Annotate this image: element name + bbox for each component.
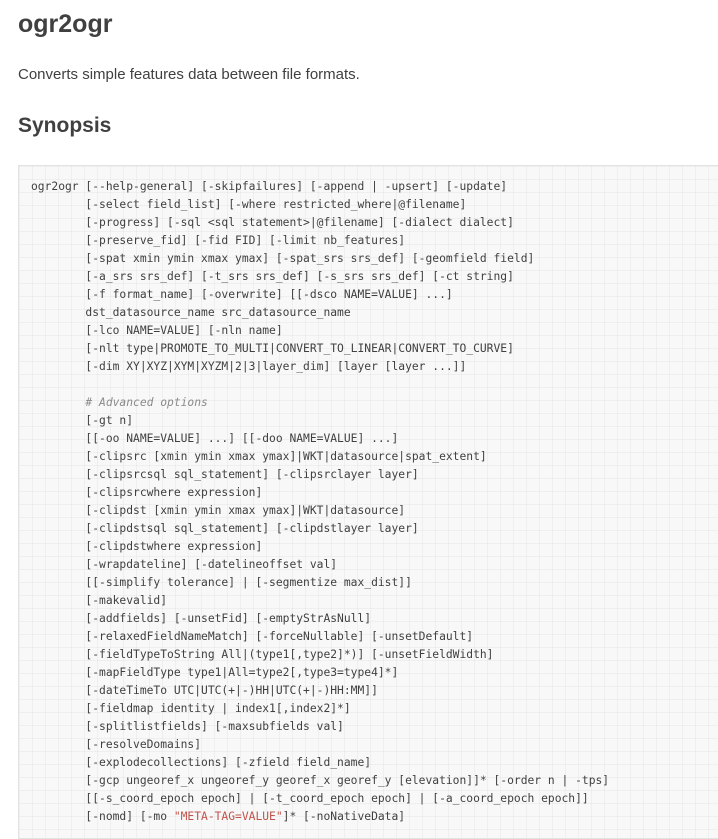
synopsis-line: [-relaxedFieldNameMatch] [-forceNullable] [-unsetDefault]	[31, 630, 474, 643]
synopsis-line: [-clipsrcsql sql_statement] [-clipsrclayer layer]	[31, 468, 419, 481]
synopsis-line: [-preserve_fid] [-fid FID] [-limit nb_features]	[31, 234, 406, 247]
synopsis-line: [-makevalid]	[31, 594, 168, 607]
synopsis-line: ogr2ogr [--help-general] [-skipfailures] [-append | -upsert] [-update]	[31, 180, 508, 193]
synopsis-code-block	[18, 165, 718, 839]
synopsis-line: [-clipdstwhere expression]	[31, 540, 263, 553]
synopsis-line: [-f format_name] [-overwrite] [[-dsco NAME=VALUE] ...]	[31, 288, 453, 301]
synopsis-line: [-gt n]	[31, 414, 134, 427]
synopsis-line: [[-oo NAME=VALUE] ...] [[-doo NAME=VALUE] ...]	[31, 432, 399, 445]
synopsis-line: [-fieldmap identity | index1[,index2]*]	[31, 702, 351, 715]
synopsis-line: [-nomd] [-mo "META-TAG=VALUE"]* [-noNativeData]	[31, 810, 406, 823]
synopsis-line: [-dateTimeTo UTC|UTC(+|-)HH|UTC(+|-)HH:MM]]	[31, 684, 378, 697]
synopsis-line: [-wrapdateline] [-datelineoffset val]	[31, 558, 338, 571]
synopsis-line: [-clipsrcwhere expression]	[31, 486, 263, 499]
synopsis-line: [-resolveDomains]	[31, 738, 202, 751]
page-title: ogr2ogr	[18, 10, 113, 38]
synopsis-line: [-progress] [-sql <sql statement>|@filename] [-dialect dialect]	[31, 216, 514, 229]
synopsis-line: [-gcp ungeoref_x ungeoref_y georef_x georef_y [elevation]]* [-order n | -tps]	[31, 774, 610, 787]
synopsis-line: [-nlt type|PROMOTE_TO_MULTI|CONVERT_TO_LINEAR|CONVERT_TO_CURVE]	[31, 342, 514, 355]
synopsis-line: [-fieldTypeToString All|(type1[,type2]*)] [-unsetFieldWidth]	[31, 648, 494, 661]
synopsis-line	[31, 376, 609, 394]
synopsis-line: [-clipdstsql sql_statement] [-clipdstlayer layer]	[31, 522, 419, 535]
synopsis-line: [-dim XY|XYZ|XYM|XYZM|2|3|layer_dim] [layer [layer ...]]	[31, 360, 467, 373]
synopsis-heading: Synopsis	[18, 114, 112, 137]
synopsis-line: [[-s_coord_epoch epoch] | [-t_coord_epoch epoch] | [-a_coord_epoch epoch]]	[31, 792, 589, 805]
synopsis-code-lines	[31, 178, 609, 826]
synopsis-comment-line: # Advanced options	[31, 396, 208, 409]
synopsis-line: dst_datasource_name src_datasource_name	[31, 306, 351, 319]
synopsis-line: [-clipsrc [xmin ymin xmax ymax]|WKT|datasource|spat_extent]	[31, 450, 487, 463]
synopsis-line: [-select field_list] [-where restricted_where|@filename]	[31, 198, 467, 211]
synopsis-line: [-a_srs srs_def] [-t_srs srs_def] [-s_srs srs_def] [-ct string]	[31, 270, 514, 283]
page-description: Converts simple features data between file formats.	[18, 66, 360, 83]
synopsis-line: [-explodecollections] [-zfield field_name]	[31, 756, 372, 769]
string-literal: "META-TAG=VALUE"	[173, 810, 283, 823]
synopsis-line: [-splitlistfields] [-maxsubfields val]	[31, 720, 344, 733]
synopsis-line: [-lco NAME=VALUE] [-nln name]	[31, 324, 283, 337]
synopsis-line: [-mapFieldType type1|All=type2[,type3=type4]*]	[31, 666, 399, 679]
synopsis-line: [[-simplify tolerance] | [-segmentize max_dist]]	[31, 576, 412, 589]
synopsis-line: [-addfields] [-unsetFid] [-emptyStrAsNull]	[31, 612, 372, 625]
synopsis-line: [-clipdst [xmin ymin xmax ymax]|WKT|datasource]	[31, 504, 406, 517]
synopsis-line: [-spat xmin ymin xmax ymax] [-spat_srs srs_def] [-geomfield field]	[31, 252, 535, 265]
